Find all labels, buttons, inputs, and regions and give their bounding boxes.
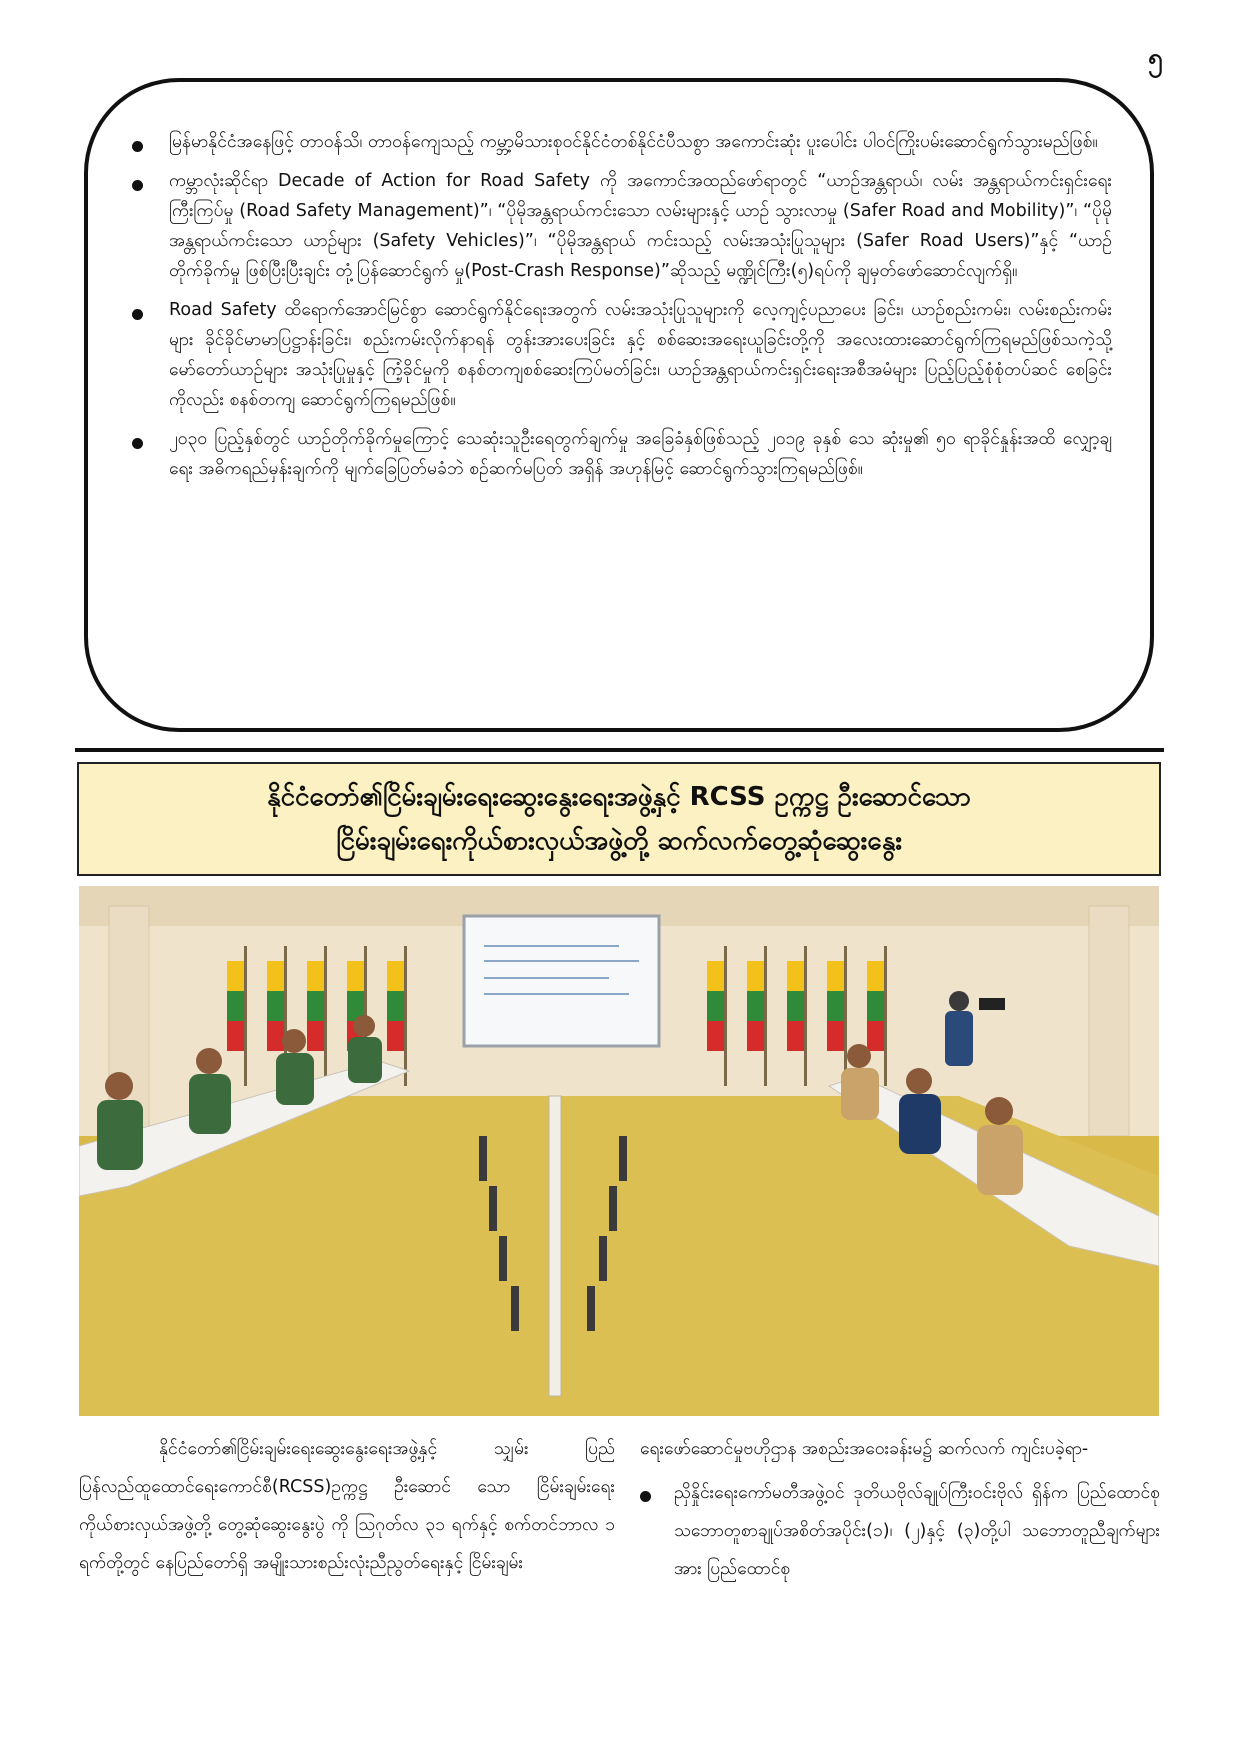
meeting-photo [79,886,1159,1416]
meeting-room-illustration [79,886,1159,1416]
projection-screen [464,916,659,1046]
list-item [132,295,1112,415]
bullet-box [84,78,1154,732]
bullet-text: ညှိနှိုင်းရေးကော်မတီအဖွဲ့ဝင် ဒုတိယဗိုလ်ချုပ်ကြီးဝင်းဗိုလ် ရှိန်က ပြည်ထောင်စုသဘောတူစာချုပ်အစိတ်အပိုင်း(၁)၊ (၂)နှင့် (၃)တို့ပါ သဘောတူညီချက်များအား ပြည်ထောင်စု [674,1483,1160,1579]
section-divider [75,748,1164,752]
list-item [640,1474,1160,1588]
bullet-text: မြန်မာနိုင်ငံအနေဖြင့် တာဝန်သိ၊ တာဝန်ကျေသည့် ကမ္ဘာ့မိသားစုဝင်နိုင်ငံတစ်နိုင်ငံပီသစွာ အကောင်းဆုံး ပူးပေါင်း ပါဝင်ကြိုးပမ်းဆောင်ရွက်သွားမည်ဖြစ်။ [169,132,1098,152]
list-item [132,424,1112,484]
wall-pillar [1089,906,1129,1136]
bullet-icon [132,309,143,320]
headline-line-1: နိုင်ငံတော်၏ငြိမ်းချမ်းရေးဆွေးနွေးရေးအဖွဲ့နှင့် RCSS ဥက္ကဋ္ဌ ဦးဆောင်သော [267,782,971,812]
article-body-right [640,1430,1160,1597]
bullet-list [132,127,1112,484]
center-cable-cover [549,1096,561,1396]
article-body-left: နိုင်ငံတော်၏ငြိမ်းချမ်းရေးဆွေးနွေးရေးအဖွဲ့နှင့် သျှမ်း ပြည်ပြန်လည်ထူထောင်ရေးကောင်စီ(RCSS)ဥက္ကဋ္ဌ ဦးဆောင် သော ငြိမ်းချမ်းရေးကိုယ်စားလှယ်အဖွဲ့တို့ တွေ့ဆုံဆွေးနွေးပွဲ ကို ဩဂုတ်လ ၃၁ ရက်နှင့် စက်တင်ဘာလ ၁ ရက်တို့တွင် နေပြည်တော်ရှိ အမျိုးသားစည်းလုံးညီညွတ်ရေးနှင့် ငြိမ်းချမ်း [79,1439,615,1573]
page-number: ၅ [1148,43,1163,73]
bullet-text: ကမ္ဘာလုံးဆိုင်ရာ Decade of Action for Road Safety ကို အကောင်အထည်ဖော်ရာတွင် “ယာဉ်အန္တရာယ်၊ လမ်း အန္တရာယ်ကင်းရှင်းရေးကြီးကြပ်မှု (Road Safety Management)”၊ “ပိုမိုအန္တရာယ်ကင်းသော လမ်းများနှင့် ယာဉ် သွားလာမှု (Safer Road and Mobility)”၊ “ပိုမိုအန္တရာယ်ကင်းသော ယာဉ်များ (Safety Vehicles)”၊ “ပိုမိုအန္တရာယ် ကင်းသည့် လမ်းအသုံးပြုသူများ (Safer Road Users)”နှင့် “ယာဉ်တိုက်ခိုက်မှု ဖြစ်ပြီးပြီးချင်း တုံ့ပြန်ဆောင်ရွက် မှု(Post-Crash Response)”ဆိုသည့် မဏ္ဍိုင်ကြီး(၅)ရပ်ကို ချမှတ်ဖော်ဆောင်လျက်ရှိ။ [169,171,1112,281]
bullet-text: Road Safety ထိရောက်အောင်မြင်စွာ ဆောင်ရွက်နိုင်ရေးအတွက် လမ်းအသုံးပြုသူများကို လေ့ကျင့်ပညာပေး ခြင်း၊ ယာဉ်စည်းကမ်း၊ လမ်းစည်းကမ်းများ ခိုင်ခိုင်မာမာပြဋ္ဌာန်းခြင်း၊ စည်းကမ်းလိုက်နာရန် တွန်းအားပေးခြင်း နှင့် စစ်ဆေးအရေးယူခြင်းတို့ကို အလေးထားဆောင်ရွက်ကြရမည်ဖြစ်သကဲ့သို့ မော်တော်ယာဉ်များ အသုံးပြုမှုနှင့် ကြံ့ခိုင်မှုကို စနစ်တကျစစ်ဆေးကြပ်မတ်ခြင်း၊ ယာဉ်အန္တရာယ်ကင်းရှင်းရေးအစီအမံများ ပြည့်ပြည့်စုံစုံတပ်ဆင် စေခြင်းကိုလည်း စနစ်တကျ ဆောင်ရွက်ကြရမည်ဖြစ်။ [169,300,1112,410]
list-item [132,127,1112,157]
bullet-icon [132,180,143,191]
bullet-icon [132,438,143,449]
bullet-icon [132,141,143,152]
bullet-icon [640,1491,651,1502]
headline-line-2: ငြိမ်းချမ်းရေးကိုယ်စားလှယ်အဖွဲ့တို့ ဆက်လက်တွေ့ဆုံဆွေးနွေး [336,826,902,856]
bullet-text: ၂၀၃၀ ပြည့်နှစ်တွင် ယာဉ်တိုက်ခိုက်မှုကြောင့် သေဆုံးသူဦးရေတွက်ချက်မှု အခြေခံနှစ်ဖြစ်သည့် ၂၀၁၉ ခုနှစ် သေ ဆုံးမှု၏ ၅၀ ရာခိုင်နှုန်းအထိ လျှော့ချရေး အဓိကရည်မှန်းချက်ကို မျက်ခြေပြတ်မခံဘဲ စဉ်ဆက်မပြတ် အရှိန် အဟုန်မြင့် ဆောင်ရွက်သွားကြရမည်ဖြစ်။ [169,429,1112,479]
list-item [132,166,1112,286]
article-body-right-intro: ရေးဖော်ဆောင်မှုဗဟိုဌာန အစည်းအဝေးခန်းမ၌ ဆက်လက် ကျင်းပခဲ့ရာ- [640,1439,1089,1459]
headline-box [77,762,1161,876]
